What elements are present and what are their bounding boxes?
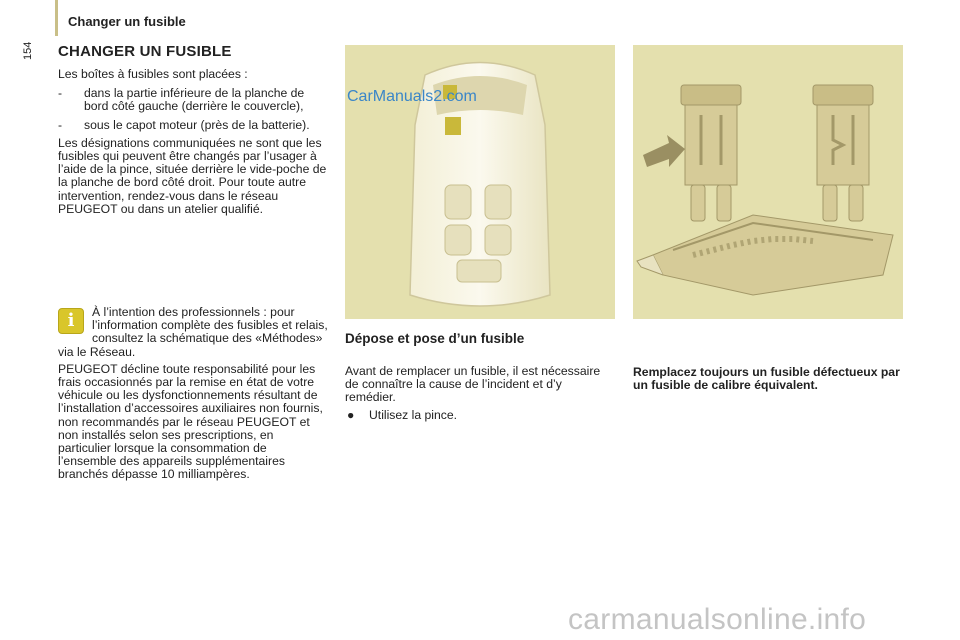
vehicle-diagram-image	[345, 45, 615, 319]
fuse-good-icon	[681, 85, 741, 221]
dash-marker: -	[58, 117, 63, 132]
bullet-icon: ●	[347, 407, 355, 422]
section-header-title: Changer un fusible	[68, 14, 186, 29]
designations-text: Les désignations communiquées ne sont que les fusibles qui peuvent être changés par l’usager à l’aide de la pince, située derrière le vide-poche de la planche de bord côté droit. Pour toute autre intervention, rendez-vous dans le réseau PEUGEOT ou dans un atelier qualifié.	[58, 135, 327, 216]
dash-marker: -	[58, 86, 63, 101]
intro-text: Les boîtes à fusibles sont placées :	[58, 67, 248, 81]
list-item	[345, 409, 605, 422]
info-box	[58, 306, 328, 486]
fuse-box-dashboard-marker	[445, 117, 461, 135]
fuse-puller-image	[633, 45, 903, 319]
vehicle-top-view-illustration	[345, 45, 615, 319]
info-professionals-text: À l’intention des professionnels : pour l’information complète des fusibles et relais, consultez la schématique des «Méthodes» via le Réseau.	[58, 305, 328, 359]
arrow-icon	[643, 135, 685, 167]
header-accent-bar	[55, 0, 58, 36]
info-disclaimer-text: PEUGEOT décline toute responsabilité pour les frais occasionnés par la remise en état de votre véhicule ou les dysfonctionnements résultant de l’installation d’accessoires auxiliaires non fournis, non recommandés par le réseau PEUGEOT et non installés selon ses prescriptions, en particulier lorsque la consommation de l’ensemble des appareils supplémentaires branchés dépasse 10 milliampères.	[58, 361, 323, 482]
section-text: Avant de remplacer un fusible, il est nécessaire de connaître la cause de l’incident et d’y remédier.	[345, 364, 601, 405]
fuse-puller-tool-icon	[637, 215, 893, 295]
list-item	[58, 119, 328, 132]
footer-watermark: carmanualsonline.info	[568, 603, 867, 636]
fuse-blown-icon	[813, 85, 873, 221]
bullet-text: Utilisez la pince.	[369, 407, 458, 422]
fuse-and-puller-illustration	[633, 45, 903, 319]
location-text: dans la partie inférieure de la planche de bord côté gauche (derrière le couvercle),	[84, 86, 305, 114]
location-text: sous le capot moteur (près de la batterie).	[84, 117, 310, 132]
section-title: Dépose et pose d’un fusible	[345, 331, 525, 346]
list-item	[58, 87, 328, 113]
watermark-carmanuals: CarManuals2.com	[347, 88, 477, 105]
info-icon: i	[58, 308, 84, 334]
intro-column	[58, 68, 328, 222]
replacement-note: Remplacez toujours un fusible défectueux par un fusible de calibre équivalent.	[633, 365, 900, 393]
main-title: CHANGER UN FUSIBLE	[58, 43, 232, 60]
page-number: 154	[22, 41, 34, 60]
section-body	[345, 365, 605, 422]
